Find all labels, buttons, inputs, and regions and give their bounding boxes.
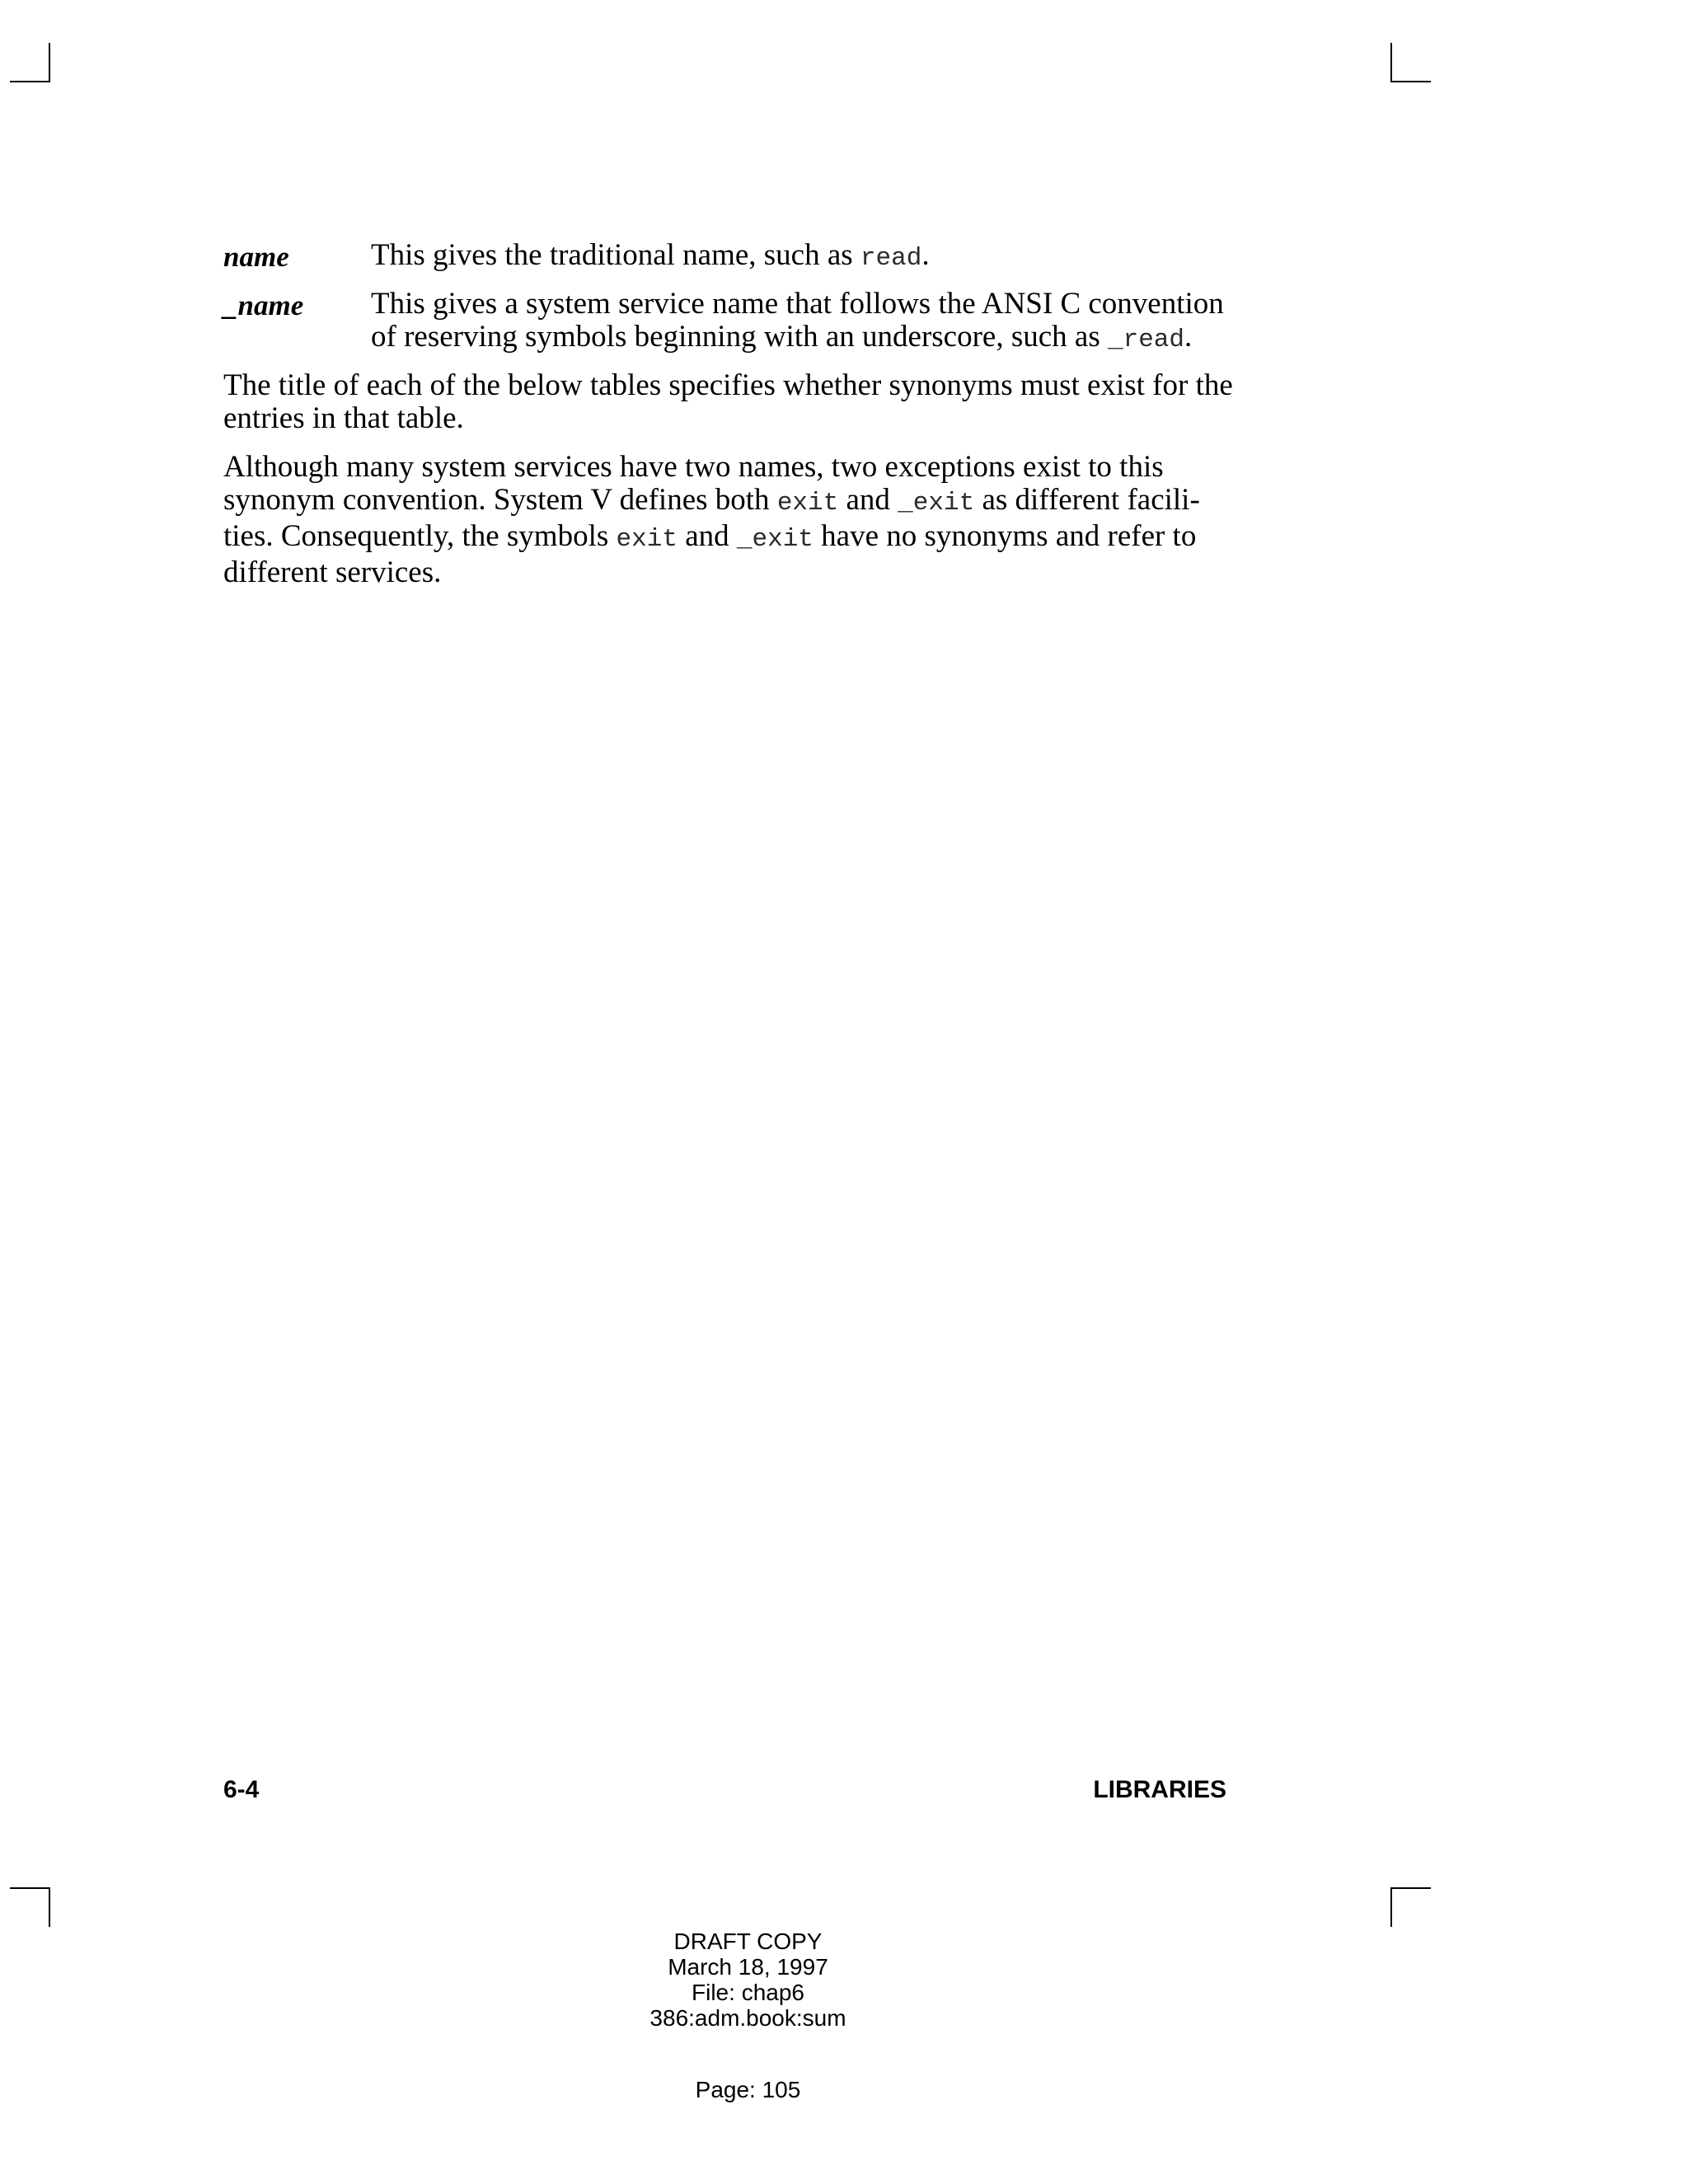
crop-mark-top-left-v xyxy=(49,43,50,82)
text-run: and xyxy=(677,519,737,553)
text-run: as different facili- xyxy=(974,483,1200,517)
text-run: have no synonyms and refer to xyxy=(813,519,1197,553)
draft-file: File: chap6 xyxy=(692,1980,804,2005)
definition-term-name: name xyxy=(223,241,289,273)
punctuation: . xyxy=(921,238,930,272)
draft-page-number: Page: 105 xyxy=(695,2077,801,2102)
definition-body-name xyxy=(371,239,1228,275)
footer-chapter-title: LIBRARIES xyxy=(1093,1776,1226,1803)
paragraph-synonym-tables xyxy=(223,369,1245,435)
text-run: and xyxy=(838,483,898,517)
code-exit: exit xyxy=(776,489,839,518)
footer-page-ref: 6-4 xyxy=(223,1776,260,1803)
code-underscore-exit: _exit xyxy=(736,525,814,554)
definition-text-line2 xyxy=(371,321,1228,357)
draft-info-block xyxy=(0,1929,1496,2031)
crop-mark-top-right-v xyxy=(1390,43,1392,82)
code-underscore-read: _read xyxy=(1107,326,1184,354)
text-run: ties. Consequently, the symbols xyxy=(223,519,617,553)
code-read: read xyxy=(860,244,922,273)
draft-label: DRAFT COPY xyxy=(673,1929,823,1954)
paragraph-exceptions xyxy=(223,451,1245,589)
paragraph-line: entries in that table. xyxy=(223,401,464,435)
crop-mark-top-left-h xyxy=(10,81,50,82)
draft-date: March 18, 1997 xyxy=(668,1954,828,1980)
definition-text: of reserving symbols beginning with an underscore, such as xyxy=(371,320,1108,354)
crop-mark-bottom-right-v xyxy=(1390,1887,1392,1927)
definition-body-underscore-name xyxy=(371,288,1228,357)
crop-mark-bottom-right-h xyxy=(1390,1887,1431,1889)
definition-text-line1: This gives a system service name that follows the ANSI C convention xyxy=(371,287,1224,321)
crop-mark-bottom-left-v xyxy=(49,1887,50,1927)
draft-book: 386:adm.book:sum xyxy=(649,2005,846,2031)
paragraph-line: different services. xyxy=(223,555,442,589)
definition-text: This gives the traditional name, such as xyxy=(371,238,860,272)
text-run: synonym convention. System V defines both xyxy=(223,483,777,517)
paragraph-line xyxy=(223,484,1245,520)
punctuation: . xyxy=(1184,320,1193,354)
code-underscore-exit: _exit xyxy=(898,489,975,518)
paragraph-line: The title of each of the below tables specifies whether synonyms must exist for the xyxy=(223,368,1233,402)
definition-term-underscore-name: _name xyxy=(223,289,304,321)
code-exit: exit xyxy=(616,525,678,554)
crop-mark-bottom-left-h xyxy=(10,1887,50,1889)
crop-mark-top-right-h xyxy=(1390,81,1431,82)
paragraph-line: Although many system services have two names, two exceptions exist to this xyxy=(223,450,1164,484)
paragraph-line xyxy=(223,520,1245,556)
